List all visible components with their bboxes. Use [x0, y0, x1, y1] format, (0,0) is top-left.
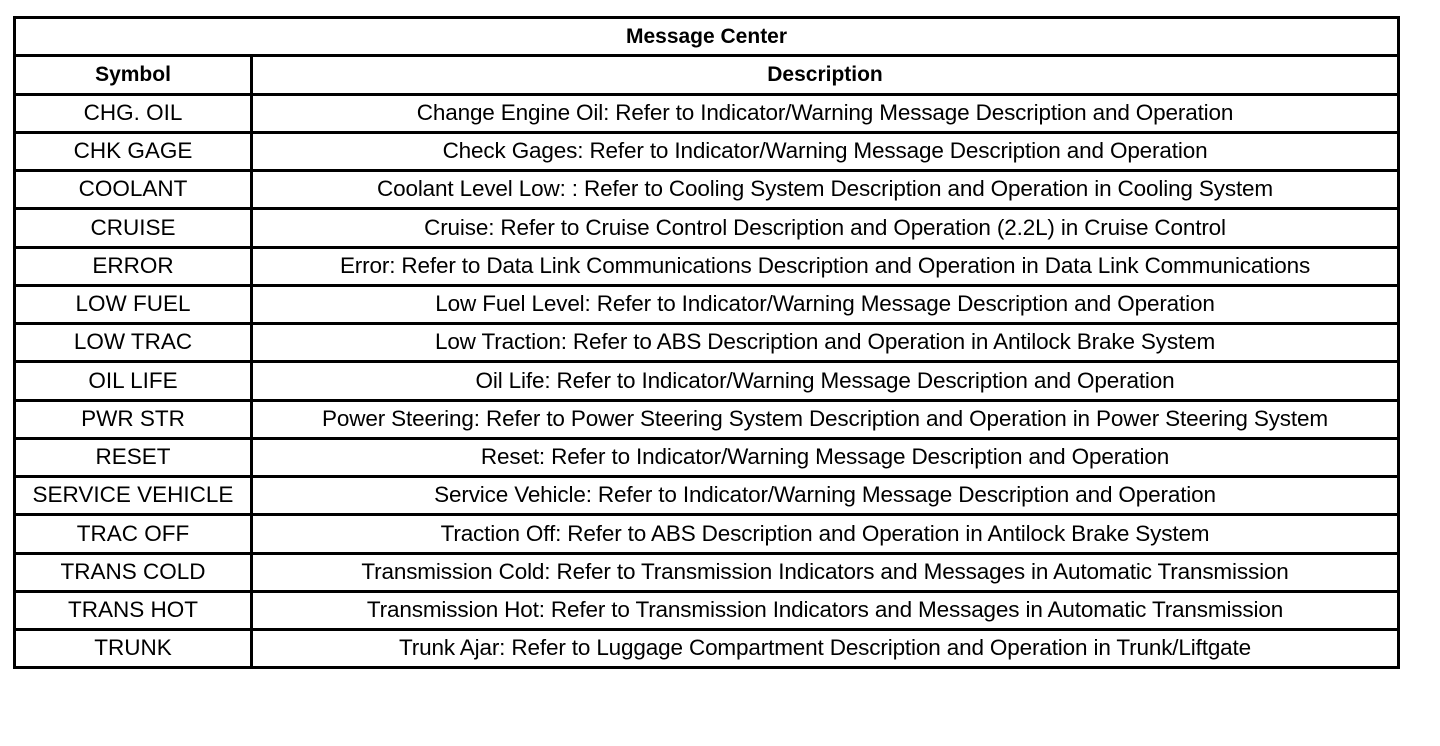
symbol-cell: CHG. OIL [15, 94, 252, 132]
description-cell: Transmission Cold: Refer to Transmission Indicators and Messages in Automatic Transmission [252, 553, 1399, 591]
message-center-table [13, 16, 1400, 669]
symbol-cell: LOW FUEL [15, 285, 252, 323]
table-body [15, 94, 1399, 668]
column-header-row [15, 56, 1399, 94]
table-row [15, 477, 1399, 515]
symbol-cell: TRANS HOT [15, 591, 252, 629]
symbol-cell: CHK GAGE [15, 132, 252, 170]
table-row [15, 400, 1399, 438]
description-cell: Transmission Hot: Refer to Transmission Indicators and Messages in Automatic Transmission [252, 591, 1399, 629]
description-cell: Low Fuel Level: Refer to Indicator/Warning Message Description and Operation [252, 285, 1399, 323]
table-row [15, 285, 1399, 323]
symbol-cell: TRAC OFF [15, 515, 252, 553]
symbol-cell: CRUISE [15, 209, 252, 247]
table-row [15, 324, 1399, 362]
table-row [15, 553, 1399, 591]
table-row [15, 438, 1399, 476]
symbol-cell: COOLANT [15, 171, 252, 209]
description-cell: Power Steering: Refer to Power Steering System Description and Operation in Power Steering System [252, 400, 1399, 438]
table-row [15, 591, 1399, 629]
table-row [15, 209, 1399, 247]
description-cell: Cruise: Refer to Cruise Control Description and Operation (2.2L) in Cruise Control [252, 209, 1399, 247]
symbol-cell: RESET [15, 438, 252, 476]
description-cell: Coolant Level Low: : Refer to Cooling System Description and Operation in Cooling System [252, 171, 1399, 209]
description-column-header: Description [252, 56, 1399, 94]
table-row [15, 247, 1399, 285]
table-row [15, 94, 1399, 132]
table-row [15, 171, 1399, 209]
table-row [15, 630, 1399, 668]
symbol-cell: PWR STR [15, 400, 252, 438]
description-cell: Oil Life: Refer to Indicator/Warning Message Description and Operation [252, 362, 1399, 400]
description-cell: Traction Off: Refer to ABS Description and Operation in Antilock Brake System [252, 515, 1399, 553]
symbol-cell: TRANS COLD [15, 553, 252, 591]
table-row [15, 362, 1399, 400]
symbol-cell: LOW TRAC [15, 324, 252, 362]
table-row [15, 132, 1399, 170]
symbol-cell: OIL LIFE [15, 362, 252, 400]
description-cell: Change Engine Oil: Refer to Indicator/Warning Message Description and Operation [252, 94, 1399, 132]
description-cell: Reset: Refer to Indicator/Warning Message Description and Operation [252, 438, 1399, 476]
symbol-cell: TRUNK [15, 630, 252, 668]
description-cell: Trunk Ajar: Refer to Luggage Compartment Description and Operation in Trunk/Liftgate [252, 630, 1399, 668]
symbol-cell: SERVICE VEHICLE [15, 477, 252, 515]
table-header [15, 18, 1399, 95]
table-title-row [15, 18, 1399, 56]
description-cell: Check Gages: Refer to Indicator/Warning Message Description and Operation [252, 132, 1399, 170]
symbol-cell: ERROR [15, 247, 252, 285]
description-cell: Low Traction: Refer to ABS Description and Operation in Antilock Brake System [252, 324, 1399, 362]
message-center-table-container [13, 16, 1397, 669]
description-cell: Service Vehicle: Refer to Indicator/Warning Message Description and Operation [252, 477, 1399, 515]
description-cell: Error: Refer to Data Link Communications Description and Operation in Data Link Communications [252, 247, 1399, 285]
table-title: Message Center [15, 18, 1399, 56]
table-row [15, 515, 1399, 553]
symbol-column-header: Symbol [15, 56, 252, 94]
